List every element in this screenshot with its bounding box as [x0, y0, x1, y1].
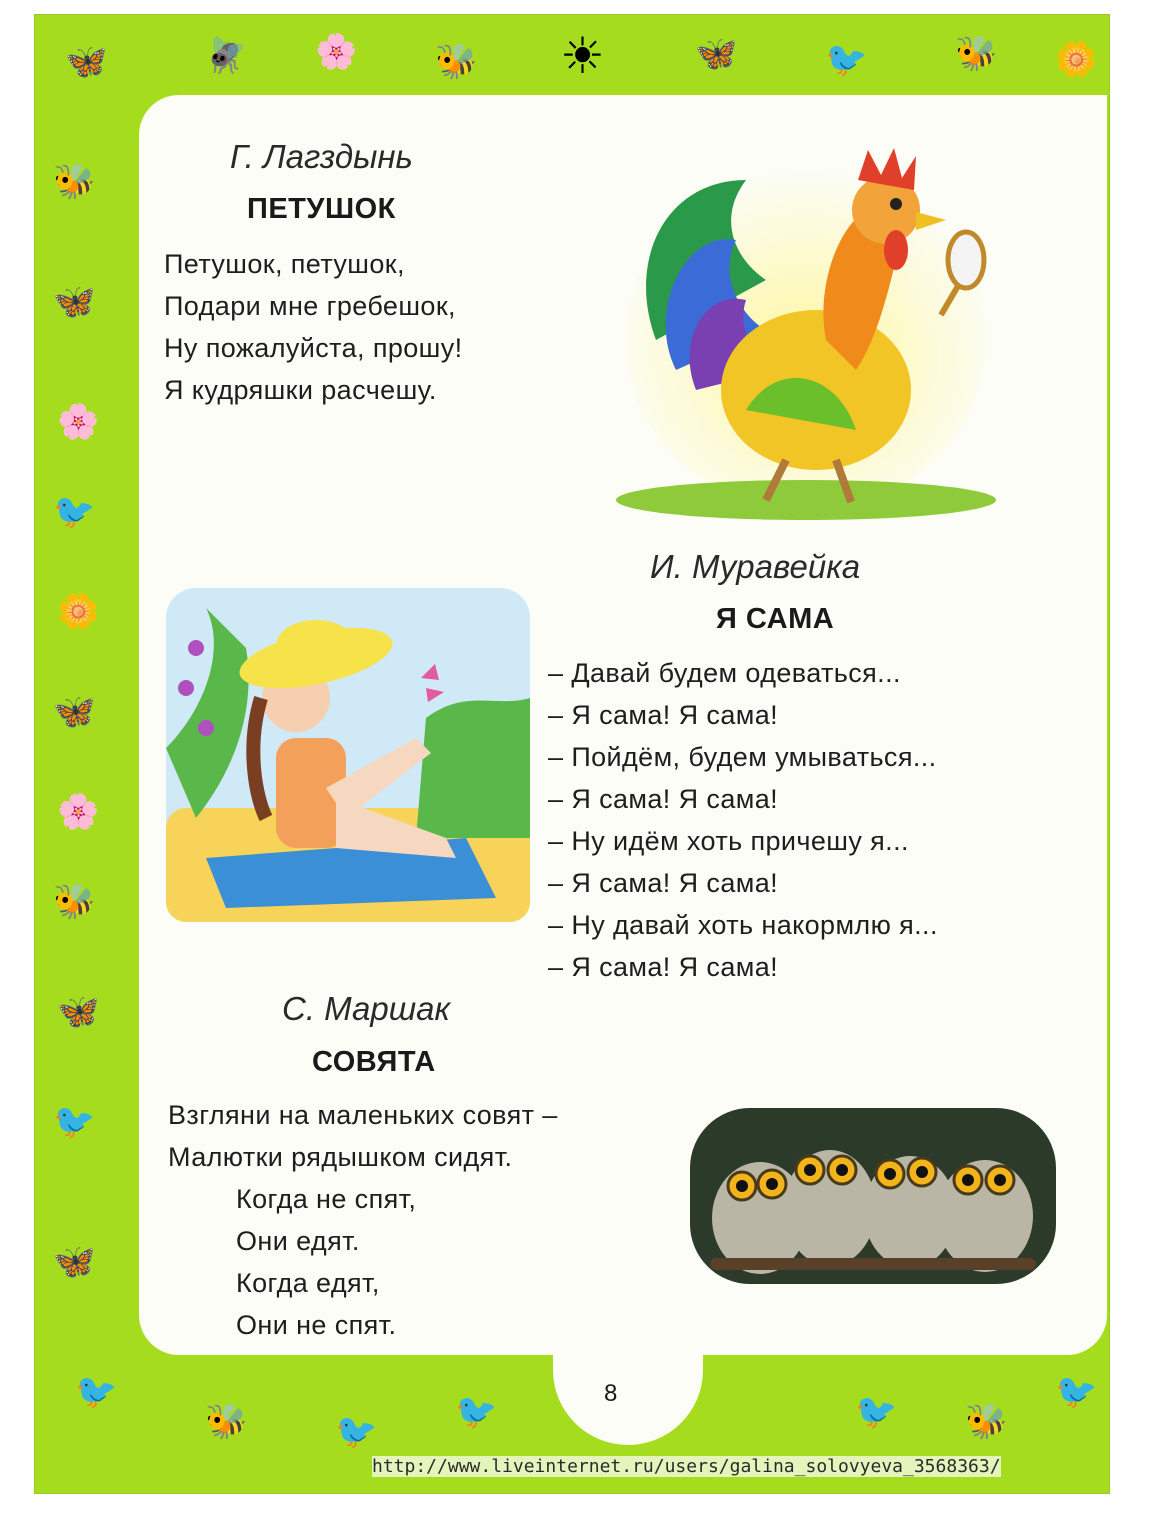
poem-line: Я кудряшки расчешу. [164, 375, 437, 405]
poem-line: – Давай будем одеваться... [548, 658, 901, 688]
poem-1-title: ПЕТУШОК [247, 193, 396, 225]
poem-line: Взгляни на маленьких совят – [168, 1100, 558, 1130]
poem-line: – Я сама! Я сама! [548, 784, 779, 814]
bird-icon: 🐦 [825, 41, 868, 79]
poem-line: – Ну идём хоть причешу я... [548, 826, 909, 856]
bee-icon: 🐝 [965, 1403, 1008, 1441]
poem-2-title: Я САМА [716, 603, 835, 635]
flower-icon: 🌼 [57, 593, 100, 631]
poem-1-author: Г. Лагздынь [230, 138, 413, 175]
poem-line: Когда не спят, [236, 1184, 417, 1214]
poem-line: Они едят. [236, 1226, 360, 1256]
page-number: 8 [604, 1380, 618, 1407]
bee-icon: 🐝 [53, 163, 96, 201]
poem-line: – Я сама! Я сама! [548, 700, 779, 730]
page-number-tab [553, 1315, 703, 1445]
poem-1-text [164, 243, 463, 411]
poem-2-author: И. Муравейка [650, 548, 861, 585]
poem-line: – Я сама! Я сама! [548, 868, 779, 898]
bird-icon: 🐦 [75, 1373, 118, 1411]
butterfly-icon: 🦋 [53, 283, 96, 321]
dragonfly-icon: 🪰 [205, 37, 248, 75]
butterfly-icon: 🦋 [57, 993, 100, 1031]
poem-line: Когда едят, [236, 1268, 380, 1298]
bird-icon: 🐦 [335, 1413, 378, 1451]
butterfly-icon: 🦋 [695, 35, 738, 73]
bird-icon: 🐦 [455, 1393, 498, 1431]
poem-line: – Я сама! Я сама! [548, 952, 779, 982]
bee-icon: 🐝 [53, 883, 96, 921]
owls-illustration [690, 1108, 1056, 1284]
poem-line: Ну пожалуйста, прошу! [164, 333, 463, 363]
bird-icon: 🐦 [1055, 1373, 1098, 1411]
flower-icon: 🌼 [1055, 41, 1098, 79]
butterfly-icon: 🦋 [65, 43, 108, 81]
poem-line: – Ну давай хоть накормлю я... [548, 910, 938, 940]
bird-icon: 🐦 [855, 1393, 898, 1431]
flower-icon: 🌸 [57, 403, 100, 441]
flower-icon: 🌸 [57, 793, 100, 831]
bee-icon: 🐝 [955, 35, 998, 73]
poem-line: Они не спят. [236, 1310, 397, 1340]
poem-line: Малютки рядышком сидят. [168, 1142, 513, 1172]
butterfly-icon: 🦋 [53, 693, 96, 731]
poem-3-title: СОВЯТА [312, 1046, 436, 1078]
girl-illustration [166, 588, 530, 922]
poem-2-text [548, 652, 938, 988]
poem-line: – Пойдём, будем умываться... [548, 742, 937, 772]
bird-icon: 🐦 [53, 493, 96, 531]
flower-icon: 🌸 [315, 33, 358, 71]
poem-line: Подари мне гребешок, [164, 291, 456, 321]
bird-icon: 🐦 [53, 1103, 96, 1141]
bee-icon: 🐝 [435, 43, 478, 81]
watermark-url: http://www.liveinternet.ru/users/galina_solovyeva_3568363/ [372, 1456, 1001, 1477]
poem-line: Петушок, петушок, [164, 249, 405, 279]
butterfly-icon: 🦋 [53, 1243, 96, 1281]
sun-icon: ☀ [560, 28, 605, 84]
poem-3-text [168, 1094, 558, 1346]
bee-icon: 🐝 [205, 1403, 248, 1441]
rooster-illustration [596, 140, 996, 520]
poem-3-author: С. Маршак [282, 990, 451, 1027]
